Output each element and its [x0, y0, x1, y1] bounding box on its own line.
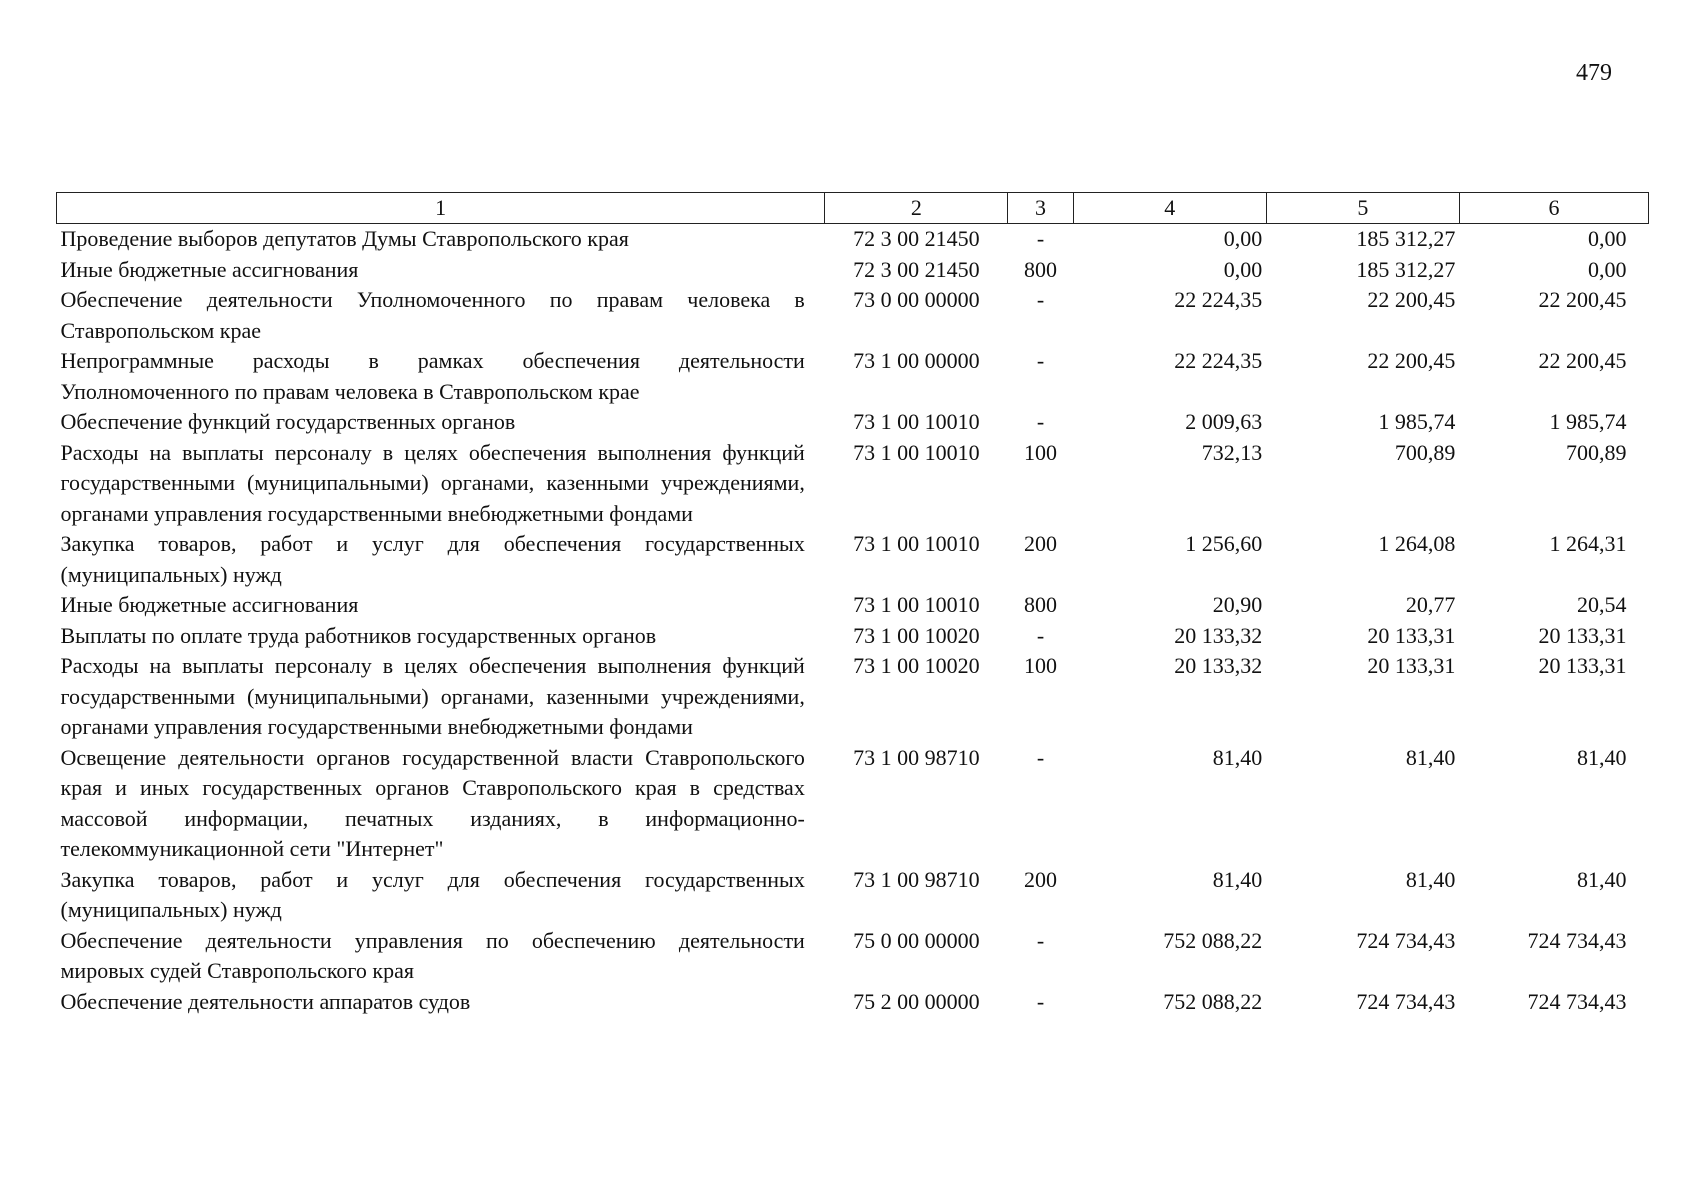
row-code: 73 1 00 10010: [853, 592, 980, 617]
row-expense-type: 200: [1024, 531, 1058, 556]
row-name: Иные бюджетные ассигнования: [60, 256, 359, 282]
table-row: [57, 590, 1649, 621]
row-value-col5: 724 734,43: [1356, 927, 1456, 953]
row-value-col4: 22 224,35: [1174, 348, 1263, 373]
header-col-1: 1: [57, 193, 825, 224]
table-row: [57, 285, 1649, 346]
row-value-col5: 1 985,74: [1378, 409, 1456, 434]
row-name: Непрограммные расходы в рамках обеспечения деятельности Уполномоченного по правам человека в Ставропольском крае: [60, 348, 805, 404]
row-value-col4: 0,00: [1223, 226, 1263, 251]
table-row: [57, 865, 1649, 926]
row-value-col4: 22 224,35: [1174, 287, 1263, 312]
budget-table: [56, 192, 1649, 1017]
row-value-col6: 700,89: [1566, 439, 1627, 465]
row-value-col6: 724 734,43: [1527, 988, 1627, 1014]
table-row: [57, 621, 1649, 652]
row-expense-type: -: [1036, 287, 1045, 312]
row-value-col4: 81,40: [1212, 866, 1263, 892]
row-code: 72 3 00 21450: [853, 226, 980, 251]
row-expense-type: 800: [1024, 592, 1058, 617]
row-code: 73 1 00 10020: [853, 622, 980, 648]
table-row: [57, 438, 1649, 530]
row-name: Выплаты по оплате труда работников государственных органов: [60, 622, 657, 648]
row-expense-type: 800: [1024, 256, 1058, 282]
row-name: Обеспечение деятельности управления по обеспечению деятельности мировых судей Ставропольского края: [60, 927, 805, 983]
row-value-col5: 20,77: [1405, 592, 1456, 617]
row-name: Закупка товаров, работ и услуг для обеспечения государственных (муниципальных) нужд: [60, 531, 805, 587]
row-code: 73 1 00 10010: [853, 439, 980, 465]
row-value-col4: 20 133,32: [1174, 653, 1263, 678]
row-name: Расходы на выплаты персоналу в целях обеспечения выполнения функций государственными (муниципальными) органами, казенными учреждениями, органами управления государственными внебюджетными фондами: [60, 439, 805, 526]
row-name: Расходы на выплаты персоналу в целях обеспечения выполнения функций государственными (муниципальными) органами, казенными учреждениями, органами управления государственными внебюджетными фондами: [60, 653, 805, 739]
row-name: Обеспечение функций государственных органов: [60, 409, 516, 434]
table-body: [57, 224, 1649, 1018]
row-expense-type: -: [1036, 348, 1045, 373]
row-value-col5: 22 200,45: [1367, 348, 1456, 373]
row-value-col4: 0,00: [1223, 256, 1263, 282]
row-value-col6: 1 985,74: [1549, 409, 1627, 434]
row-value-col5: 22 200,45: [1367, 287, 1456, 312]
row-value-col4: 732,13: [1201, 439, 1263, 465]
row-name: Проведение выборов депутатов Думы Ставропольского края: [60, 226, 629, 251]
row-value-col5: 20 133,31: [1367, 622, 1456, 648]
table-row: [57, 529, 1649, 590]
header-col-6: 6: [1459, 193, 1648, 224]
row-value-col4: 20 133,32: [1174, 622, 1263, 648]
row-value-col6: 0,00: [1588, 226, 1627, 251]
table-header: [57, 193, 1649, 224]
row-expense-type: -: [1036, 927, 1045, 953]
header-col-4: 4: [1073, 193, 1266, 224]
row-code: 73 1 00 10020: [853, 653, 980, 678]
row-value-col6: 724 734,43: [1527, 927, 1627, 953]
header-col-2: 2: [825, 193, 1008, 224]
row-value-col5: 700,89: [1394, 439, 1456, 465]
row-value-col4: 752 088,22: [1163, 988, 1263, 1014]
row-expense-type: 100: [1024, 439, 1058, 465]
row-expense-type: -: [1036, 409, 1045, 434]
row-value-col6: 20 133,31: [1538, 653, 1627, 678]
row-expense-type: -: [1036, 988, 1045, 1014]
row-value-col4: 1 256,60: [1185, 531, 1263, 556]
row-name: Обеспечение деятельности Уполномоченного по правам человека в Ставропольском крае: [60, 287, 805, 343]
row-code: 73 1 00 98710: [853, 866, 980, 892]
page-number: 479: [1576, 60, 1612, 86]
row-value-col6: 20,54: [1577, 592, 1627, 617]
row-value-col5: 81,40: [1405, 744, 1456, 770]
row-name: Освещение деятельности органов государственной власти Ставропольского края и иных государственных органов Ставропольского края в средствах массовой информации, печатных изданиях, в информационно-телекоммуникационной сети "Интернет": [60, 744, 805, 861]
row-value-col6: 22 200,45: [1538, 287, 1627, 312]
row-value-col5: 185 312,27: [1356, 226, 1456, 251]
row-code: 73 1 00 00000: [853, 348, 980, 373]
row-expense-type: -: [1036, 226, 1045, 251]
row-value-col6: 22 200,45: [1538, 348, 1627, 373]
table-row: [57, 224, 1649, 255]
table-row: [57, 743, 1649, 865]
table-row: [57, 926, 1649, 987]
row-code: 73 0 00 00000: [853, 287, 980, 312]
row-value-col5: 81,40: [1405, 866, 1456, 892]
row-expense-type: -: [1036, 622, 1045, 648]
row-code: 75 2 00 00000: [853, 988, 980, 1014]
header-col-5: 5: [1266, 193, 1459, 224]
row-value-col6: 20 133,31: [1538, 622, 1627, 648]
row-code: 73 1 00 10010: [853, 409, 980, 434]
table-row: [57, 407, 1649, 438]
row-value-col6: 0,00: [1588, 256, 1627, 282]
row-expense-type: 100: [1024, 653, 1058, 678]
table-row: [57, 346, 1649, 407]
row-value-col6: 81,40: [1577, 866, 1627, 892]
row-value-col5: 1 264,08: [1378, 531, 1456, 556]
row-name: Закупка товаров, работ и услуг для обеспечения государственных (муниципальных) нужд: [60, 866, 805, 922]
row-value-col5: 724 734,43: [1356, 988, 1456, 1014]
row-expense-type: -: [1036, 744, 1045, 770]
row-value-col5: 185 312,27: [1356, 256, 1456, 282]
row-value-col5: 20 133,31: [1367, 653, 1456, 678]
row-value-col4: 81,40: [1212, 744, 1263, 770]
row-value-col4: 752 088,22: [1163, 927, 1263, 953]
row-value-col4: 2 009,63: [1185, 409, 1263, 434]
row-code: 73 1 00 10010: [853, 531, 980, 556]
table-row: [57, 255, 1649, 286]
row-value-col6: 81,40: [1577, 744, 1627, 770]
row-value-col6: 1 264,31: [1549, 531, 1627, 556]
header-col-3: 3: [1008, 193, 1073, 224]
row-expense-type: 200: [1024, 866, 1058, 892]
row-name: Иные бюджетные ассигнования: [60, 592, 359, 617]
table-row: [57, 651, 1649, 743]
table-row: [57, 987, 1649, 1018]
row-value-col4: 20,90: [1212, 592, 1263, 617]
row-code: 73 1 00 98710: [853, 744, 980, 770]
row-code: 75 0 00 00000: [853, 927, 980, 953]
row-code: 72 3 00 21450: [853, 256, 980, 282]
header-row: [57, 193, 1649, 224]
row-name: Обеспечение деятельности аппаратов судов: [60, 988, 471, 1014]
